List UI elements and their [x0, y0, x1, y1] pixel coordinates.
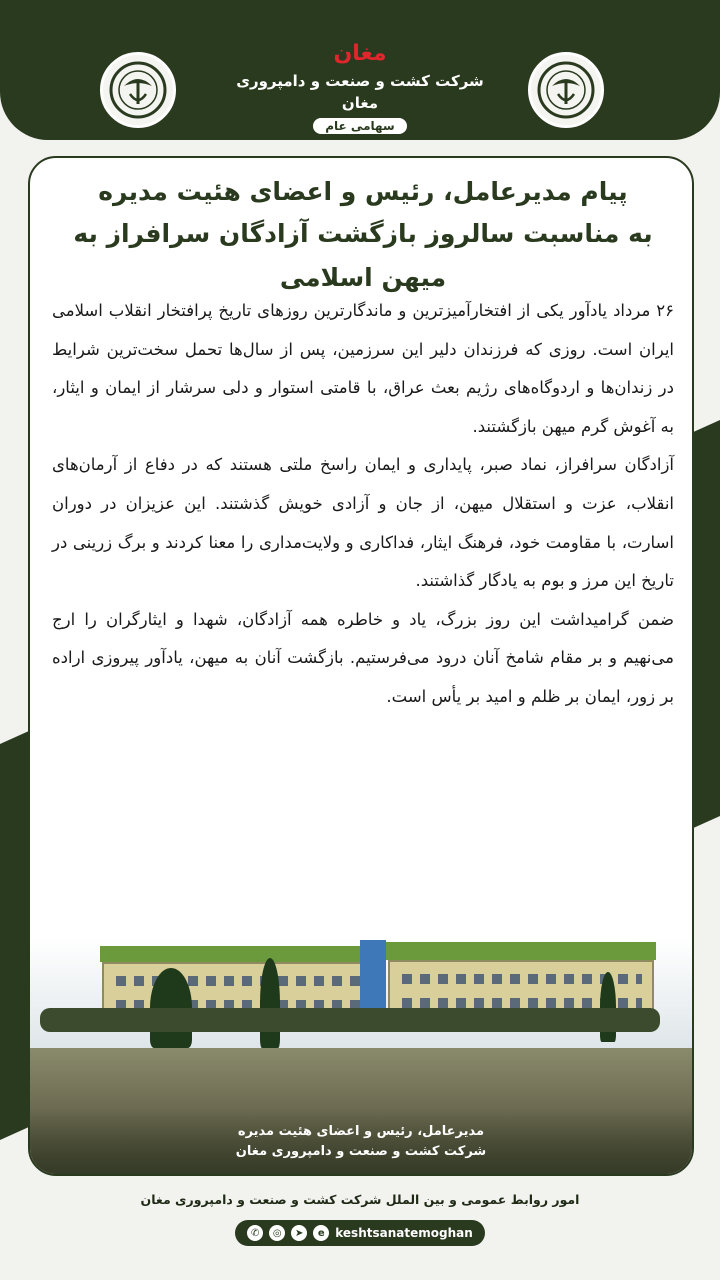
telegram-icon[interactable]: ➤ [291, 1225, 307, 1241]
header [0, 0, 720, 140]
building-roof [100, 946, 380, 962]
message-title [40, 172, 686, 300]
caption-line-2: شرکت کشت و صنعت و دامپروری مغان [235, 1144, 487, 1159]
title-line-2: به مناسبت سالروز بازگشت آزادگان سرافراز به میهن اسلامی [73, 219, 653, 292]
paragraph: ۲۶ مرداد یادآور یکی از افتخارآمیزترین و ماندگارترین روزهای تاریخ پرافتخار انقلاب اسلامی ایران است. روزی که فرزندان دلیر این سرزمین، پس از سال‌ها تحمل سخت‌ترین شرایط در زندان‌ها و اردوگاه‌های رژیم بعث عراق، با قامتی استوار و دلی سرشار از ایمان و ایثار، به آغوش گرم میهن بازگشتند. [52, 301, 674, 436]
footer [0, 1180, 720, 1280]
company-name: شرکت کشت و صنعت و دامپروری مغان [236, 72, 484, 112]
instagram-icon[interactable]: ◎ [269, 1225, 285, 1241]
brand-logo-text: مغان [333, 41, 387, 66]
company-type-badge: سهامی عام [313, 118, 406, 134]
company-emblem-icon [528, 52, 604, 128]
message-card [28, 156, 694, 1176]
brand-block [220, 40, 500, 134]
caption-line-1: مدیرعامل، رئیس و اعضای هئیت مدیره [237, 1124, 485, 1139]
title-line-1: پیام مدیرعامل، رئیس و اعضای هئیت مدیره [98, 177, 628, 206]
social-handle-pill[interactable] [235, 1220, 485, 1246]
paragraph: ضمن گرامیداشت این روز بزرگ، یاد و خاطره همه آزادگان، شهدا و ایثارگران را ارج می‌نهیم و بر مقام شامخ آنان درود می‌فرستیم. بازگشت آنان به میهن، یادآور پیروزی اراده بر زور، ایمان بر ظلم و امید بر یأس است. [52, 609, 674, 706]
eitaa-icon[interactable]: e [313, 1225, 329, 1241]
tree [260, 958, 280, 1048]
whatsapp-icon[interactable]: ✆ [247, 1225, 263, 1241]
department-name: امور روابط عمومی و بین الملل شرکت کشت و صنعت و دامپروری مغان [140, 1192, 580, 1207]
paragraph: آزادگان سرافراز، نماد صبر، پایداری و ایمان راسخ ملتی هستند که در دفاع از آرمان‌های انقلاب، عزت و استقلال میهن، از جان و آزادی خویش گذشتند. این عزیزان در دوران اسارت، با مقاومت خود، فرهنگ ایثار، فداکاری و ولایت‌مداری را معنا کردند و برگ زرینی در تاریخ این مرز و بوم به یادگار گذاشتند. [52, 455, 674, 591]
social-handle[interactable]: keshtsanatemoghan [335, 1226, 473, 1240]
signature-caption [30, 1108, 692, 1174]
message-body [52, 292, 674, 717]
building-roof [386, 942, 656, 960]
company-emblem-icon [100, 52, 176, 128]
hedge-row [40, 1008, 660, 1032]
